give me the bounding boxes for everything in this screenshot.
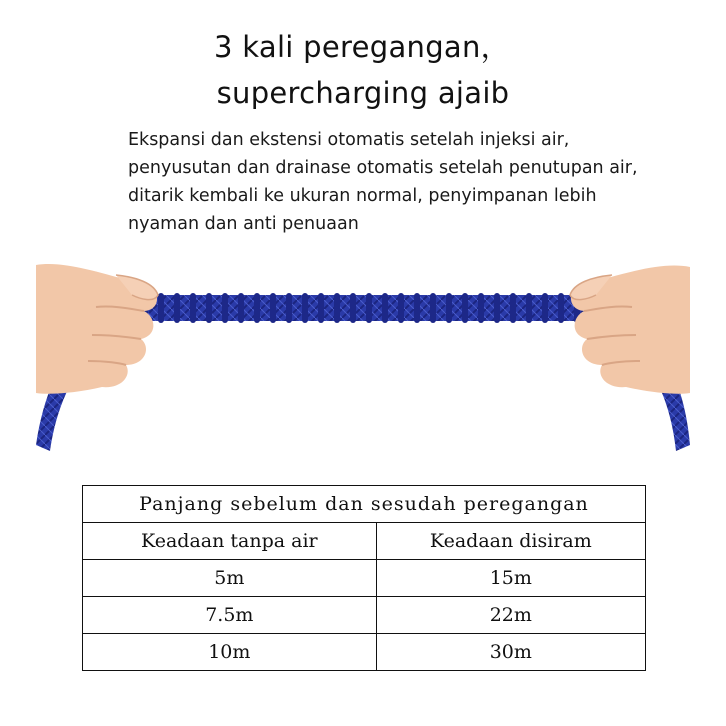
length-comparison-table: [82, 485, 646, 671]
table-title: Panjang sebelum dan sesudah peregangan: [83, 486, 646, 523]
table-title-row: [83, 486, 646, 523]
table-row: [83, 634, 646, 671]
hose-stretch-photo: [36, 255, 690, 465]
column-header: Keadaan disiram: [376, 523, 645, 560]
left-hand: [36, 264, 158, 394]
table-row: [83, 597, 646, 634]
heading: [0, 24, 726, 116]
table-header-row: [83, 523, 646, 560]
table-cell: 7.5m: [83, 597, 377, 634]
table-cell: 10m: [83, 634, 377, 671]
table-cell: 15m: [376, 560, 645, 597]
table-row: [83, 560, 646, 597]
table-cell: 30m: [376, 634, 645, 671]
table-cell: 5m: [83, 560, 377, 597]
heading-line-2: supercharging ajaib: [216, 76, 510, 110]
heading-line-1: 3 kali peregangan，: [214, 30, 510, 64]
description-text: Ekspansi dan ekstensi otomatis setelah injeksi air, penyusutan dan drainase otomatis setelah penutupan air, ditarik kembali ke ukuran normal, penyimpanan lebih nyaman dan anti penuaan: [128, 130, 638, 234]
hose-stretched: [136, 293, 596, 323]
table-cell: 22m: [376, 597, 645, 634]
right-hand: [570, 266, 690, 394]
column-header: Keadaan tanpa air: [83, 523, 377, 560]
